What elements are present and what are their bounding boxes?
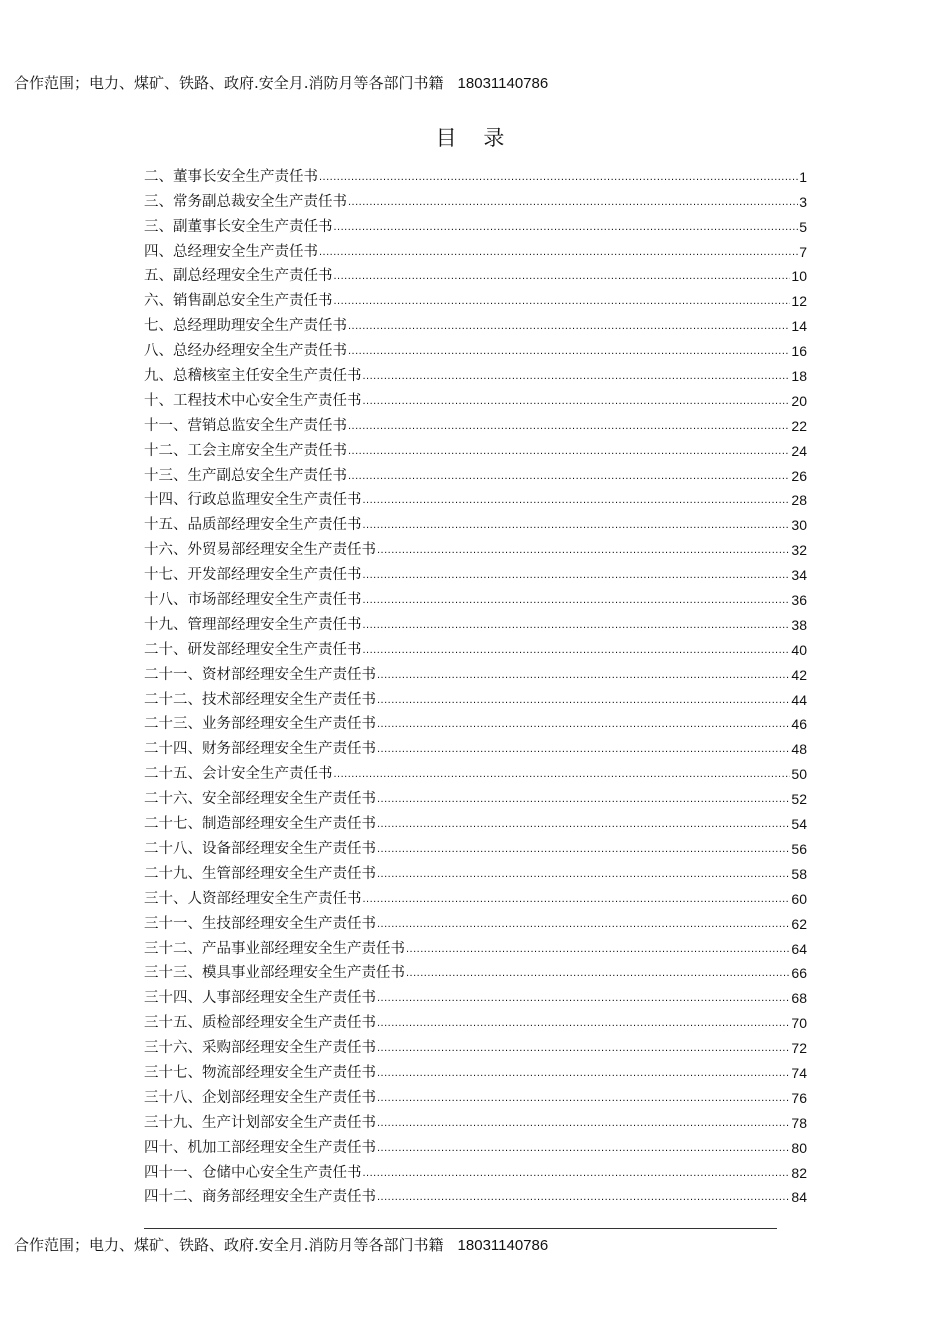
toc-entry-page-number: 46	[791, 716, 807, 733]
footer-text: 合作范围；电力、煤矿、铁路、政府.安全月.消防月等各部门书籍	[14, 1236, 444, 1254]
toc-entry[interactable]	[144, 759, 807, 784]
toc-entry[interactable]	[144, 685, 807, 710]
toc-entry[interactable]	[144, 1008, 807, 1033]
toc-dot-leader	[334, 291, 791, 311]
toc-entry-page-number: 80	[791, 1139, 807, 1156]
toc-entry[interactable]	[144, 262, 807, 287]
toc-dot-leader	[363, 889, 791, 909]
toc-entry-page-number: 40	[791, 641, 807, 658]
toc-entry[interactable]	[144, 585, 807, 610]
toc-entry[interactable]	[144, 162, 807, 187]
toc-entry-page-number: 16	[791, 343, 807, 360]
toc-entry-page-number: 22	[791, 417, 807, 434]
toc-entry-label: 二十二、技术部经理安全生产责任书	[144, 691, 376, 708]
toc-entry-label: 九、总稽核室主任安全生产责任书	[144, 368, 362, 385]
toc-entry-page-number: 30	[791, 517, 807, 534]
toc-entry[interactable]	[144, 959, 807, 984]
toc-dot-leader	[348, 416, 790, 436]
toc-dot-leader	[377, 665, 790, 685]
toc-entry-page-number: 82	[791, 1164, 807, 1181]
toc-entry[interactable]	[144, 784, 807, 809]
toc-dot-leader	[377, 789, 790, 809]
toc-entry-page-number: 68	[791, 990, 807, 1007]
toc-entry[interactable]	[144, 635, 807, 660]
toc-entry-page-number: 12	[791, 293, 807, 310]
toc-entry-page-number: 52	[791, 791, 807, 808]
toc-dot-leader	[377, 1063, 790, 1083]
toc-dot-leader	[377, 1088, 790, 1108]
toc-dot-leader	[377, 1113, 790, 1133]
toc-entry-label: 十三、生产副总安全生产责任书	[144, 467, 347, 484]
toc-entry[interactable]	[144, 1183, 807, 1208]
toc-entry-label: 二、董事长安全生产责任书	[144, 168, 318, 185]
toc-entry-label: 十、工程技术中心安全生产责任书	[144, 392, 362, 409]
toc-entry[interactable]	[144, 237, 807, 262]
toc-dot-leader	[377, 914, 790, 934]
toc-entry[interactable]	[144, 187, 807, 212]
toc-dot-leader	[377, 1138, 790, 1158]
toc-dot-leader	[377, 839, 790, 859]
page-header	[14, 72, 548, 93]
footer-divider	[144, 1228, 777, 1229]
toc-dot-leader	[377, 988, 790, 1008]
toc-dot-leader	[363, 391, 791, 411]
toc-entry-page-number: 18	[791, 368, 807, 385]
toc-entry-page-number: 14	[791, 318, 807, 335]
toc-dot-leader	[406, 939, 790, 959]
toc-entry[interactable]	[144, 1033, 807, 1058]
toc-entry-label: 三十九、生产计划部安全生产责任书	[144, 1114, 376, 1131]
toc-entry-page-number: 1	[799, 168, 807, 185]
toc-dot-leader	[348, 466, 790, 486]
toc-entry-page-number: 78	[791, 1114, 807, 1131]
toc-entry-label: 三十一、生技部经理安全生产责任书	[144, 915, 376, 932]
toc-entry-page-number: 20	[791, 392, 807, 409]
footer-phone: 18031140786	[457, 1237, 549, 1254]
toc-entry-page-number: 34	[791, 567, 807, 584]
toc-dot-leader	[363, 640, 791, 660]
toc-entry-label: 三十、人资部经理安全生产责任书	[144, 890, 362, 907]
toc-entry-label: 十一、营销总监安全生产责任书	[144, 417, 347, 434]
toc-dot-leader	[319, 167, 798, 187]
toc-entry-label: 三十八、企划部经理安全生产责任书	[144, 1089, 376, 1106]
toc-entry[interactable]	[144, 361, 807, 386]
toc-entry[interactable]	[144, 212, 807, 237]
toc-entry-page-number: 60	[791, 890, 807, 907]
toc-entry[interactable]	[144, 1133, 807, 1158]
toc-entry-page-number: 7	[799, 243, 807, 260]
toc-entry-label: 三十五、质检部经理安全生产责任书	[144, 1015, 376, 1032]
toc-dot-leader	[348, 341, 790, 361]
toc-entry-page-number: 48	[791, 741, 807, 758]
toc-entry[interactable]	[144, 934, 807, 959]
toc-dot-leader	[377, 1013, 790, 1033]
toc-dot-leader	[363, 490, 791, 510]
toc-dot-leader	[377, 690, 790, 710]
toc-entry[interactable]	[144, 1058, 807, 1083]
toc-entry[interactable]	[144, 809, 807, 834]
toc-dot-leader	[348, 192, 798, 212]
toc-entry[interactable]	[144, 436, 807, 461]
toc-entry-page-number: 3	[799, 193, 807, 210]
toc-entry-label: 三十六、采购部经理安全生产责任书	[144, 1040, 376, 1057]
toc-entry-page-number: 36	[791, 592, 807, 609]
toc-entry-label: 二十五、会计安全生产责任书	[144, 766, 333, 783]
toc-dot-leader	[334, 266, 791, 286]
toc-entry-page-number: 42	[791, 666, 807, 683]
toc-entry-page-number: 84	[791, 1189, 807, 1206]
toc-entry-page-number: 5	[799, 218, 807, 235]
toc-entry[interactable]	[144, 535, 807, 560]
toc-entry-label: 三十七、物流部经理安全生产责任书	[144, 1064, 376, 1081]
toc-entry-label: 三十四、人事部经理安全生产责任书	[144, 990, 376, 1007]
toc-entry[interactable]	[144, 983, 807, 1008]
page-footer	[14, 1234, 548, 1255]
toc-entry-label: 十五、品质部经理安全生产责任书	[144, 517, 362, 534]
toc-entry-page-number: 64	[791, 940, 807, 957]
toc-entry-page-number: 66	[791, 965, 807, 982]
toc-dot-leader	[377, 714, 790, 734]
toc-entry-page-number: 28	[791, 492, 807, 509]
toc-dot-leader	[363, 565, 791, 585]
toc-entry-page-number: 76	[791, 1089, 807, 1106]
toc-entry[interactable]	[144, 610, 807, 635]
toc-entry-page-number: 50	[791, 766, 807, 783]
toc-dot-leader	[377, 1038, 790, 1058]
toc-entry-page-number: 58	[791, 865, 807, 882]
toc-entry-label: 二十七、制造部经理安全生产责任书	[144, 816, 376, 833]
table-of-contents	[144, 162, 807, 1207]
toc-entry-label: 八、总经办经理安全生产责任书	[144, 343, 347, 360]
toc-entry-label: 十七、开发部经理安全生产责任书	[144, 567, 362, 584]
toc-entry-label: 二十一、资材部经理安全生产责任书	[144, 666, 376, 683]
toc-entry-label: 四十二、商务部经理安全生产责任书	[144, 1189, 376, 1206]
toc-entry-page-number: 44	[791, 691, 807, 708]
toc-entry-label: 二十八、设备部经理安全生产责任书	[144, 840, 376, 857]
toc-dot-leader	[348, 441, 790, 461]
toc-dot-leader	[377, 814, 790, 834]
toc-entry[interactable]	[144, 411, 807, 436]
toc-entry[interactable]	[144, 1158, 807, 1183]
toc-entry-label: 三十三、模具事业部经理安全生产责任书	[144, 965, 405, 982]
toc-entry[interactable]	[144, 311, 807, 336]
toc-entry[interactable]	[144, 909, 807, 934]
toc-entry-page-number: 62	[791, 915, 807, 932]
toc-entry-label: 二十三、业务部经理安全生产责任书	[144, 716, 376, 733]
toc-entry[interactable]	[144, 560, 807, 585]
toc-entry[interactable]	[144, 884, 807, 909]
toc-dot-leader	[377, 864, 790, 884]
header-text: 合作范围；电力、煤矿、铁路、政府.安全月.消防月等各部门书籍	[14, 74, 444, 92]
toc-dot-leader	[377, 540, 790, 560]
toc-dot-leader	[406, 963, 790, 983]
toc-entry[interactable]	[144, 1108, 807, 1133]
toc-entry-page-number: 10	[791, 268, 807, 285]
toc-entry-page-number: 32	[791, 542, 807, 559]
toc-entry-page-number: 70	[791, 1015, 807, 1032]
toc-entry-page-number: 54	[791, 816, 807, 833]
toc-dot-leader	[377, 1187, 790, 1207]
toc-entry-label: 三十二、产品事业部经理安全生产责任书	[144, 940, 405, 957]
toc-entry-page-number: 74	[791, 1064, 807, 1081]
toc-entry[interactable]	[144, 461, 807, 486]
toc-dot-leader	[319, 242, 798, 262]
toc-entry-label: 二十四、财务部经理安全生产责任书	[144, 741, 376, 758]
toc-entry-label: 二十、研发部经理安全生产责任书	[144, 641, 362, 658]
toc-entry[interactable]	[144, 286, 807, 311]
toc-entry-label: 二十六、安全部经理安全生产责任书	[144, 791, 376, 808]
toc-entry-label: 十二、工会主席安全生产责任书	[144, 442, 347, 459]
toc-entry-label: 十四、行政总监理安全生产责任书	[144, 492, 362, 509]
toc-entry[interactable]	[144, 336, 807, 361]
toc-entry[interactable]	[144, 510, 807, 535]
header-phone: 18031140786	[457, 75, 549, 92]
toc-entry[interactable]	[144, 486, 807, 511]
toc-entry-page-number: 56	[791, 840, 807, 857]
toc-entry-page-number: 72	[791, 1040, 807, 1057]
toc-dot-leader	[363, 366, 791, 386]
toc-entry-label: 三、副董事长安全生产责任书	[144, 218, 333, 235]
toc-entry-label: 六、销售副总安全生产责任书	[144, 293, 333, 310]
toc-entry[interactable]	[144, 859, 807, 884]
toc-entry[interactable]	[144, 660, 807, 685]
toc-entry-page-number: 24	[791, 442, 807, 459]
toc-entry-label: 四十一、仓储中心安全生产责任书	[144, 1164, 362, 1181]
toc-dot-leader	[377, 739, 790, 759]
toc-entry[interactable]	[144, 734, 807, 759]
toc-entry-label: 三、常务副总裁安全生产责任书	[144, 193, 347, 210]
toc-dot-leader	[363, 590, 791, 610]
toc-dot-leader	[348, 316, 790, 336]
toc-entry[interactable]	[144, 834, 807, 859]
toc-dot-leader	[334, 764, 791, 784]
toc-entry-page-number: 38	[791, 616, 807, 633]
toc-entry-page-number: 26	[791, 467, 807, 484]
toc-entry[interactable]	[144, 386, 807, 411]
toc-dot-leader	[334, 217, 799, 237]
toc-entry-label: 二十九、生管部经理安全生产责任书	[144, 865, 376, 882]
toc-dot-leader	[363, 1163, 791, 1183]
toc-dot-leader	[363, 615, 791, 635]
toc-title: 目 录	[435, 126, 515, 150]
toc-entry-label: 十八、市场部经理安全生产责任书	[144, 592, 362, 609]
toc-entry-label: 十六、外贸易部经理安全生产责任书	[144, 542, 376, 559]
toc-entry[interactable]	[144, 1083, 807, 1108]
toc-entry-label: 七、总经理助理安全生产责任书	[144, 318, 347, 335]
toc-entry-label: 四十、机加工部经理安全生产责任书	[144, 1139, 376, 1156]
toc-entry-label: 四、总经理安全生产责任书	[144, 243, 318, 260]
toc-dot-leader	[363, 515, 791, 535]
toc-entry-label: 十九、管理部经理安全生产责任书	[144, 616, 362, 633]
toc-entry-label: 五、副总经理安全生产责任书	[144, 268, 333, 285]
toc-entry[interactable]	[144, 710, 807, 735]
